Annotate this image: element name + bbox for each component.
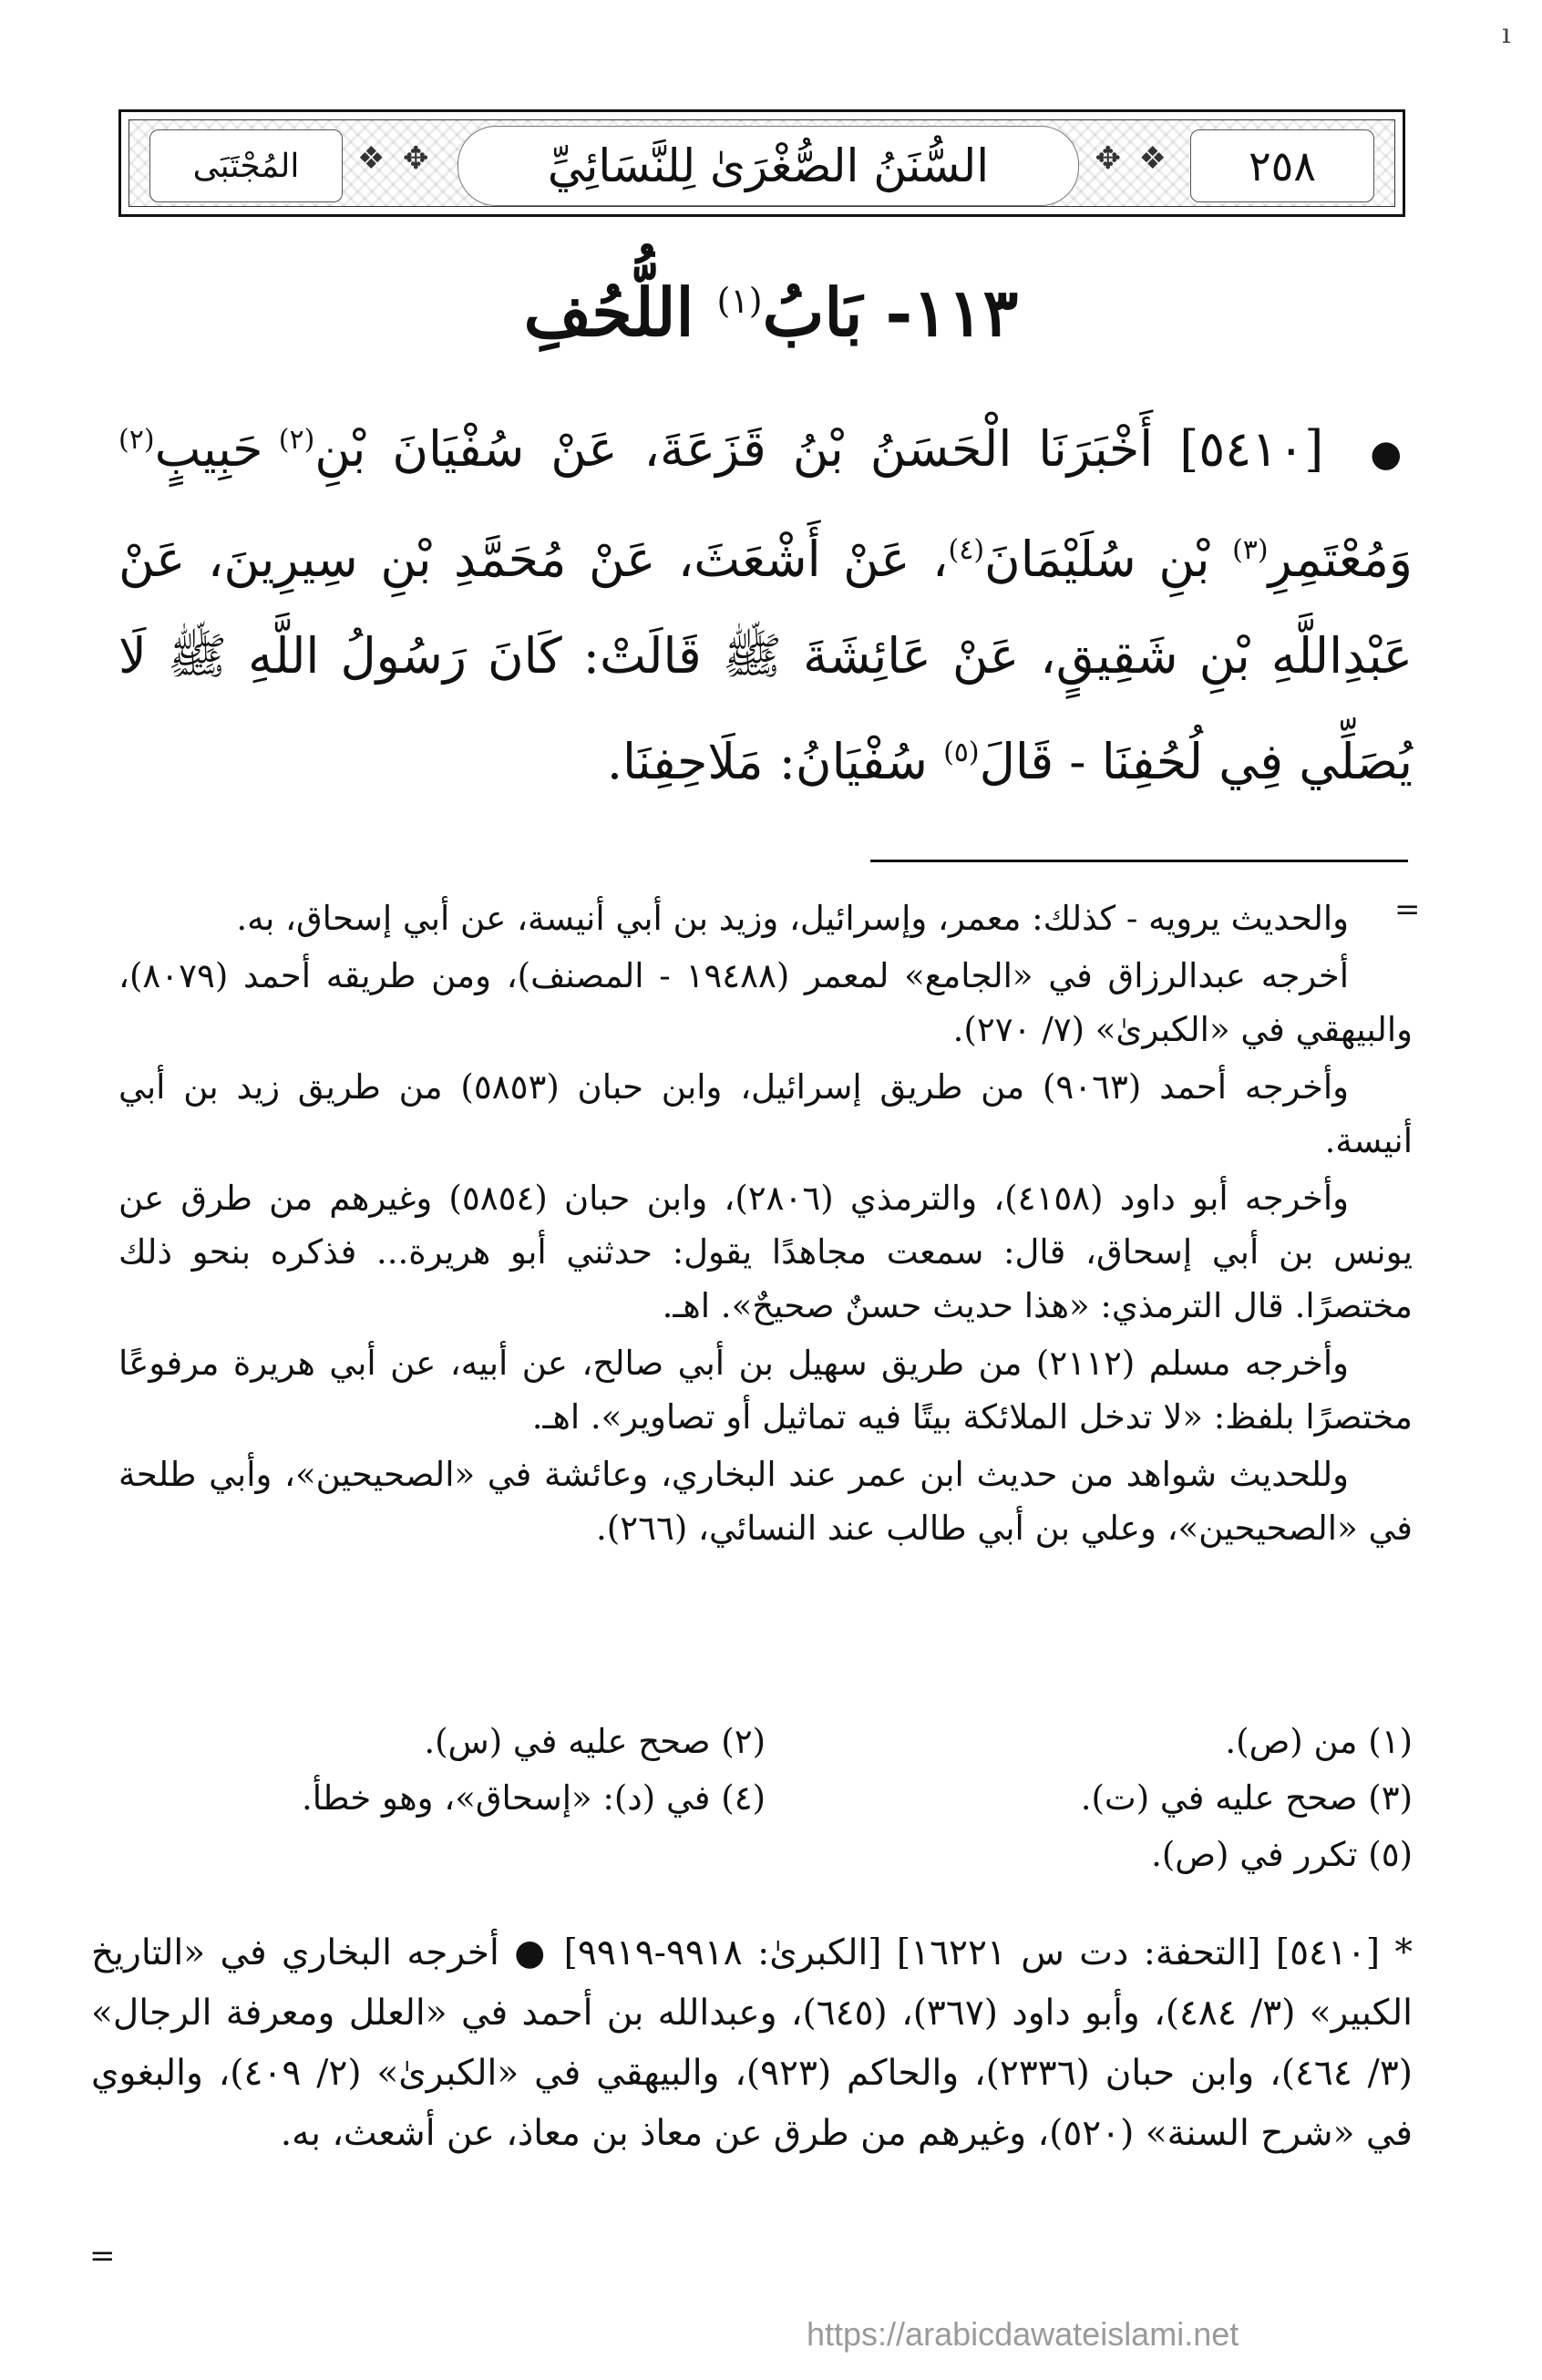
series-label: المُجْتَبَى — [192, 147, 300, 185]
footnote-1: (١) من (ص). — [1225, 1722, 1413, 1761]
note-paragraph: وأخرجه أحمد (٩٠٦٣) من طريق إسرائيل، وابن حبان (٥٨٥٣) من طريق زيد بن أبي أنيسة. — [118, 1067, 1413, 1160]
hadith-bullet: ● — [1370, 433, 1414, 475]
ornament-icon: ✥ — [1095, 140, 1121, 177]
title-cartouche — [457, 126, 1079, 206]
chapter-number-title: ١١٣- بَابُ — [762, 273, 1019, 351]
hadith-text — [118, 392, 1413, 810]
chapter-footnote-ref: (١) — [716, 281, 763, 321]
watermark-url: https://arabicdawateislami.net — [807, 2315, 1239, 2353]
footnote-ref: (٢) — [118, 424, 155, 456]
hadith-segment: [٥٤١٠] أَخْبَرَنَا الْحَسَنُ بْنُ قَزَعَةَ، عَنْ سُفْيَانَ بْنِ — [314, 420, 1324, 478]
hadith-segment: سُفْيَانُ: مَلَاحِفِنَا. — [606, 733, 928, 790]
series-label-box — [149, 129, 343, 202]
continuation-mark: = — [1394, 891, 1421, 928]
note-paragraph: وأخرجه أبو داود (٤١٥٨)، والترمذي (٢٨٠٦)، وابن حبان (٥٨٥٤) وغيرهم من طرق عن يونس بن أبي إسحاق، قال: سمعت مجاهدًا يقول: حدثني أبو هريرة... فذكره بنحو ذلك مختصرًا. قال الترمذي: «هذا حديث حسنٌ صحيحٌ». اهـ. — [118, 1179, 1413, 1325]
footnote-ref: (٤) — [948, 534, 985, 566]
ornament-icon: ✥ — [403, 140, 429, 177]
hadith-segment: وَمُعْتَمِرِ — [1268, 531, 1414, 588]
footnote-4: (٤) في (د): «إسحاق»، وهو خطأ. — [301, 1778, 766, 1818]
corner-mark: ı — [1502, 18, 1511, 50]
commentary-notes — [118, 891, 1413, 1559]
continuation-mark: = — [89, 2238, 116, 2274]
page-number-box — [1190, 129, 1374, 202]
hadith-segment: حَبِيبٍ — [154, 420, 263, 478]
footnote-ref: (٢) — [278, 424, 315, 456]
note-paragraph: وللحديث شواهد من حديث ابن عمر عند البخاري، وعائشة في «الصحيحين»، وأبي طلحة في «الصحيحين»، وعلي بن أبي طالب عند النسائي، (٢٦٦). — [118, 1455, 1413, 1548]
footnotes — [118, 1714, 1413, 1883]
hadith-segment: ، عَنْ أَشْعَثَ، عَنْ مُحَمَّدِ بْنِ سِيرِينَ، عَنْ عَبْدِاللَّهِ بْنِ شَقِيقٍ، عَنْ عَائِشَةَ ﷺ قَالَتْ: كَانَ رَسُولُ اللَّهِ ﷺ لَا يُصَلِّي فِي لُحُفِنَا - قَالَ — [118, 531, 1413, 790]
footnote-3: (٣) صحح عليه في (ت). — [1080, 1778, 1413, 1818]
note-paragraph: والحديث يرويه - كذلك: معمر، وإسرائيل، وزيد بن أبي أنيسة، عن أبي إسحاق، به. — [236, 899, 1349, 938]
chapter-name: اللُّحُفِ — [523, 273, 694, 351]
page-header — [118, 109, 1405, 217]
takhrij-text: [٥٤١٠] [التحفة: دت س ١٦٢٢١] [الكبرىٰ: ٩٩١٨-٩٩١٩] ● أخرجه البخاري في «التاريخ الكبير» (٣/ ٤٨٤)، وأبو داود (٣٦٧)، (٦٤٥)، وعبدالله بن أحمد في «العلل ومعرفة الرجال» (٣/ ٤٦٤)، وابن حبان (٢٣٣٦)، والحاكم (٩٢٣)، والبيهقي في «الكبرىٰ» (٢/ ٤٠٩)، والبغوي في «شرح السنة» (٥٢٠)، وغيرهم من طرق عن معاذ بن معاذ، عن أشعث، به. — [91, 1932, 1413, 2154]
footnote-separator — [870, 860, 1408, 862]
takhrij-section — [91, 1923, 1413, 2164]
book-title: السُّنَنُ الصُّغْرَىٰ لِلنَّسَائِيِّ — [547, 139, 990, 192]
chapter-heading — [0, 273, 1542, 351]
hadith-segment: بْنِ سُلَيْمَانَ — [984, 531, 1210, 588]
page-number: ٢٥٨ — [1248, 141, 1317, 191]
footnote-2: (٢) صحح عليه في (س). — [424, 1722, 766, 1761]
footnote-5: (٥) تكرر في (ص). — [1151, 1835, 1413, 1874]
footnote-ref: (٣) — [1232, 534, 1269, 566]
note-paragraph: أخرجه عبدالرزاق في «الجامع» لمعمر (١٩٤٨٨ - المصنف)، ومن طريقه أحمد (٨٠٧٩)، والبيهقي في «الكبرىٰ» (٧/ ٢٧٠). — [118, 956, 1413, 1049]
ornament-icon: ❖ — [1138, 140, 1167, 177]
star-icon: * — [1394, 1932, 1413, 1973]
header-ornament-band — [128, 119, 1395, 207]
ornament-icon: ❖ — [357, 140, 386, 177]
footnote-ref: (٥) — [943, 737, 980, 768]
note-paragraph: وأخرجه مسلم (٢١١٢) من طريق سهيل بن أبي صالح، عن أبيه، عن أبي هريرة مرفوعًا مختصرًا بلفظ: «لا تدخل الملائكة بيتًا فيه تماثيل أو تصاوير». اهـ. — [118, 1344, 1413, 1437]
